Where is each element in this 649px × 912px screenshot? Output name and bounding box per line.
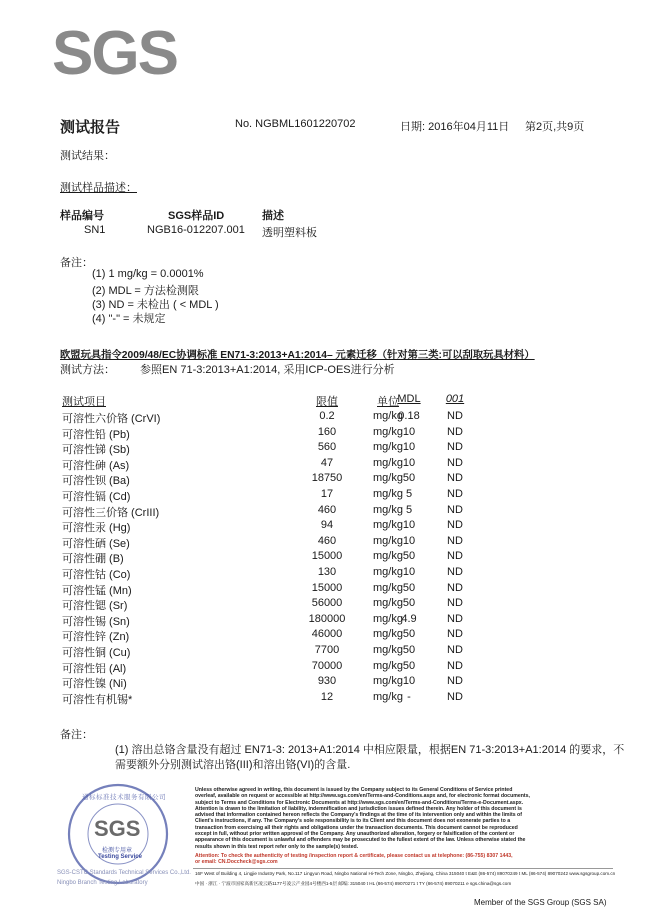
sample-col-sgsid: SGS样品ID (168, 210, 225, 222)
table-row (0, 488, 649, 503)
cell-unit: mg/kg (373, 519, 403, 532)
table-row (0, 472, 649, 487)
footer-attention: Attention: To check the authenticity of testing /inspection report & certificate, please contact us at telephone: (86-755) 8307 1443, (195, 853, 513, 859)
cell-unit: mg/kg (373, 534, 403, 547)
cell-unit: mg/kg (373, 659, 403, 672)
table-row (0, 675, 649, 690)
table-row (0, 628, 649, 643)
table-row (0, 535, 649, 550)
cell-mdl: 10 (402, 456, 416, 469)
report-date: 日期: 2016年04月11日 (400, 121, 510, 133)
table-row (0, 519, 649, 534)
cell-item: 可溶性汞 (Hg) (62, 522, 131, 535)
cell-mdl: 10 (402, 566, 416, 578)
cell-mdl: 50 (402, 628, 416, 641)
cell-result: ND (447, 534, 463, 547)
table-row (0, 660, 649, 675)
cell-unit: mg/kg (373, 456, 403, 469)
cell-unit: mg/kg (373, 675, 403, 688)
cell-mdl: 5 (405, 488, 413, 500)
cell-item: 可溶性镉 (Cd) (62, 491, 131, 503)
table-row (0, 613, 649, 628)
footer-attention-email: or email: CN.Doccheck@sgs.com (195, 859, 278, 865)
cell-limit: 160 (317, 425, 337, 438)
cell-unit: mg/kg (373, 690, 403, 703)
cell-item: 可溶性钡 (Ba) (62, 475, 130, 488)
stamp-label-text: 检测专用章 (102, 848, 133, 854)
table-row (0, 597, 649, 612)
cell-item: 可溶性铜 (Cu) (62, 647, 131, 659)
table-row (0, 457, 649, 472)
cell-limit: 180000 (308, 612, 346, 625)
cell-limit: 930 (317, 675, 337, 688)
cell-result: ND (447, 581, 463, 594)
logo-text: SGS (52, 19, 177, 88)
cell-mdl: 10 (402, 425, 416, 438)
footer-terms-line: except in full, without prior written approval of the Company. Any unauthorized alteration, forgery or falsification of the content or (195, 831, 515, 838)
footer-terms-line: transaction from exercising all their rights and obligations under the transaction documents. This document cannot be reproduced (195, 824, 518, 831)
cell-unit: mg/kg (373, 441, 403, 454)
footer-terms-line: advised that information contained hereon reflects the Company's findings at the time of its intervention only and within the limits of (195, 812, 522, 819)
table-row (0, 582, 649, 597)
footer-terms-line: Unless otherwise agreed in writing, this document is issued by the Company subject to its General Conditions of Service printed (195, 787, 513, 793)
footer-terms-line: Client's instructions, if any. The Company's sole responsibility is to its Client and this document does not exonerate parties to a (195, 818, 511, 825)
footer-divider (193, 868, 613, 869)
stamp-en-text: Testing Service (98, 854, 142, 860)
method-label: 测试方法： (60, 364, 115, 376)
cell-unit: mg/kg (373, 488, 403, 500)
results-table-header (0, 393, 649, 408)
section-title: 欧盟玩具指令2009/48/EC协调标准 EN71-3:2013+A1:2014– 元素迁移（针对第三类:可以刮取玩具材料） (60, 350, 535, 361)
cell-mdl: 50 (402, 581, 416, 594)
cell-unit: mg/kg (373, 597, 403, 610)
col-unit: 单位 (377, 396, 399, 408)
cell-limit: 94 (320, 519, 334, 532)
report-number: No. NGBML1601220702 (235, 118, 356, 130)
cell-mdl: 50 (402, 472, 416, 485)
cell-result: ND (447, 597, 463, 610)
cell-item: 可溶性有机锡* (62, 693, 133, 706)
sample-sgsid-value: NGB16-012207.001 (147, 224, 245, 236)
page-title: 测试报告 (60, 120, 121, 136)
cell-item: 可溶性铝 (Al) (62, 662, 127, 675)
cell-result: ND (447, 550, 463, 563)
cell-mdl: 4.9 (401, 612, 417, 625)
cell-item: 可溶性三价铬 (CrIII) (62, 506, 160, 519)
table-row (0, 691, 649, 706)
cell-limit: 130 (317, 566, 337, 578)
method-text: 参照EN 71-3:2013+A1:2014, 采用ICP-OES进行分析 (140, 364, 395, 376)
footer-terms-line: Attention is drawn to the limitation of liability, indemnification and jurisdiction issues defined therein. Any holder of this document is (195, 805, 522, 812)
cell-mdl: 50 (402, 550, 416, 563)
notes2-label: 备注： (60, 729, 93, 741)
table-row (0, 410, 649, 425)
cell-result: ND (447, 690, 463, 703)
results-label: 测试结果： (60, 150, 115, 162)
col-item: 测试项目 (62, 396, 106, 408)
cell-result: ND (447, 644, 463, 656)
cell-item: 可溶性钴 (Co) (62, 569, 131, 581)
cell-item: 可溶性镍 (Ni) (62, 678, 127, 691)
notes-label: 备注： (60, 257, 93, 269)
sample-desc-label: 测试样品描述： (60, 182, 137, 194)
table-row (0, 550, 649, 565)
cell-limit: 15000 (311, 581, 343, 594)
stamp-mid-text: SGS (94, 816, 141, 841)
cell-limit: 18750 (311, 472, 343, 485)
cell-unit: mg/kg (373, 628, 403, 641)
cell-result: ND (447, 472, 463, 485)
footer-terms-line: appearance of this document is unlawful and offenders may be prosecuted to the fullest extent of the law. Unless otherwise stated the (195, 837, 526, 844)
cell-unit: mg/kg (373, 550, 403, 563)
cell-unit: mg/kg (373, 644, 403, 656)
table-row (0, 644, 649, 659)
cell-result: ND (447, 566, 463, 578)
sample-col-id: 样品编号 (60, 210, 104, 222)
note-item: (1) 1 mg/kg = 0.0001% (92, 268, 204, 280)
cell-result: ND (447, 612, 463, 625)
cell-unit: mg/kg (373, 472, 403, 485)
cell-unit: mg/kg (373, 503, 403, 516)
footer-terms-line: overleaf, available on request or accessible at http://www.sgs.com/en/Terms-and-Conditions.aspx and, for electronic format documents, (195, 793, 530, 800)
cell-limit: 12 (320, 690, 334, 703)
cell-item: 可溶性铅 (Pb) (62, 428, 130, 441)
cell-item: 可溶性锶 (Sr) (62, 600, 128, 613)
table-row (0, 566, 649, 581)
footer-terms-line: results shown in this test report refer only to the sample(s) tested. (195, 843, 359, 850)
footer-member: Member of the SGS Group (SGS SA) (474, 898, 607, 907)
footer-address-cn: 中国 · 浙江 · 宁波市国家高新区凌云路1177号凌云产业园4号楼西1-5层 邮编: 315040 t HL (86-574) 89070271 t TY (86-574) 89070211 e sgs.china@sgs.com (195, 881, 512, 886)
cell-item: 可溶性六价铬 (CrVI) (62, 413, 161, 425)
sgs-logo (52, 18, 177, 88)
cell-result: ND (447, 488, 463, 500)
cell-limit: 17 (320, 488, 334, 500)
col-sample: 001 (445, 393, 465, 405)
footer-address-en: 16F West of Building 4, Lingjie Industry Park, No.117 Lingyun Road, Ningbo National Hi-Tech Zone, Ningbo, Zhejiang, China 315040 t E&E (86-574) 89070249 t ML (86-574) 89070242 www.sgsgroup.com.cn (195, 871, 616, 876)
note-item: (3) ND = 未检出 ( < MDL ) (92, 299, 219, 311)
cell-limit: 7700 (314, 644, 340, 656)
cell-result: ND (447, 410, 463, 422)
cell-result: ND (447, 425, 463, 438)
cell-mdl: 50 (402, 597, 416, 610)
cell-unit: mg/kg (373, 425, 403, 438)
cell-limit: 460 (317, 503, 337, 516)
cell-mdl: 0.18 (398, 410, 420, 422)
cell-result: ND (447, 675, 463, 688)
cell-limit: 46000 (311, 628, 343, 641)
cell-mdl: 50 (402, 659, 416, 672)
col-limit: 限值 (316, 396, 338, 408)
cell-item: 可溶性锑 (Sb) (62, 444, 130, 457)
cell-result: ND (447, 659, 463, 672)
cell-limit: 560 (317, 441, 337, 454)
col-mdl: MDL (397, 393, 421, 405)
cell-limit: 0.2 (319, 410, 335, 422)
cell-limit: 460 (317, 534, 337, 547)
cell-limit: 47 (320, 456, 334, 469)
cell-result: ND (447, 456, 463, 469)
cell-unit: mg/kg (373, 581, 403, 594)
sample-desc-value: 透明塑料板 (262, 227, 317, 239)
cell-item: 可溶性锡 (Sn) (62, 615, 130, 628)
sample-col-desc: 描述 (262, 210, 284, 222)
cell-mdl: 10 (402, 675, 416, 688)
table-row (0, 441, 649, 456)
cell-mdl: 10 (402, 519, 416, 532)
cell-item: 可溶性硒 (Se) (62, 537, 130, 550)
cell-limit: 56000 (311, 597, 343, 610)
sample-id-value: SN1 (84, 224, 106, 236)
cell-unit: mg/kg (373, 612, 403, 625)
cell-limit: 70000 (311, 659, 343, 672)
cell-mdl: 10 (402, 534, 416, 547)
cell-result: ND (447, 441, 463, 454)
footer-terms (195, 787, 615, 850)
cell-limit: 15000 (311, 550, 343, 563)
cell-result: ND (447, 519, 463, 532)
cell-unit: mg/kg (373, 410, 403, 422)
cell-mdl: 5 (405, 503, 413, 516)
cell-result: ND (447, 628, 463, 641)
cell-item: 可溶性锌 (Zn) (62, 631, 130, 644)
footer-terms-line: subject to Terms and Conditions for Electronic Documents at http://www.sgs.com/en/Terms-and-Conditions/Terms-e-Document.aspx. (195, 799, 524, 806)
cell-mdl: - (407, 690, 411, 703)
notes2-line2: 需要额外分别测试溶出铬(III)和溶出铬(VI)的含量. (115, 759, 351, 771)
table-row (0, 426, 649, 441)
cell-item: 可溶性锰 (Mn) (62, 584, 132, 597)
cell-item: 可溶性砷 (As) (62, 459, 130, 472)
cell-mdl: 50 (402, 644, 416, 656)
stamp-top-text: 通标标准技术服务有限公司 (82, 794, 166, 801)
note-item: (2) MDL = 方法检测限 (92, 285, 199, 297)
note-item: (4) "-" = 未规定 (92, 313, 166, 325)
cell-unit: mg/kg (373, 566, 403, 578)
cell-mdl: 10 (402, 441, 416, 454)
stamp-bottom1: SGS-CSTC Standards Technical Services Co.,Ltd. (57, 870, 191, 876)
table-row (0, 504, 649, 519)
stamp-bottom2: Ningbo Branch Testing Laboratory (57, 880, 148, 886)
notes2-line1: (1) 溶出总铬含量没有超过 EN71-3: 2013+A1:2014 中相应限量，根据EN 71-3:2013+A1:2014 的要求，不 (115, 744, 625, 756)
cell-result: ND (447, 503, 463, 516)
page-number: 第2页,共9页 (525, 121, 585, 133)
cell-item: 可溶性硼 (B) (62, 553, 124, 566)
